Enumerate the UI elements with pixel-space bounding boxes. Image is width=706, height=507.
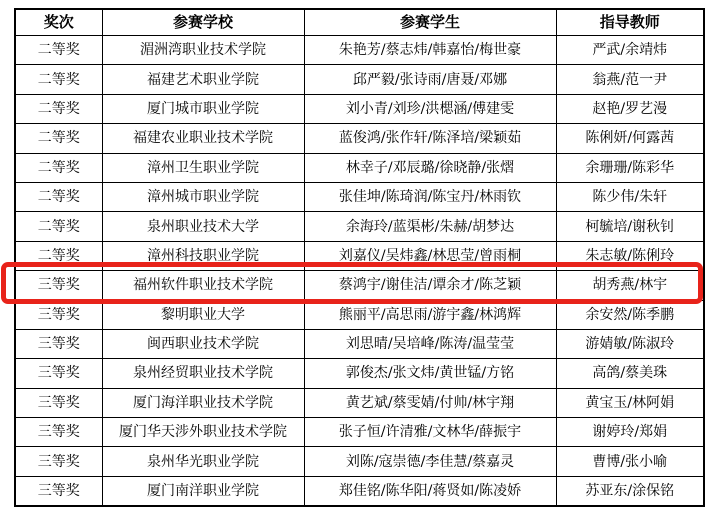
- school-cell: 厦门南洋职业学院: [102, 476, 304, 506]
- students-cell: 刘陈/寇崇德/李佳慧/蔡嘉灵: [304, 447, 556, 476]
- students-cell: 张佳坤/陈琦润/陈宝丹/林雨钦: [304, 182, 556, 211]
- header-school: 参赛学校: [102, 9, 304, 36]
- students-cell: 刘嘉仪/吴炜鑫/林思莹/曾雨桐: [304, 241, 556, 270]
- award-cell: 三等奖: [15, 476, 102, 506]
- students-cell: 郭俊杰/张文炜/黄世锰/方铭: [304, 359, 556, 388]
- school-cell: 湄洲湾职业技术学院: [102, 36, 304, 65]
- teachers-cell: 谢婷玲/郑娟: [556, 418, 704, 447]
- teachers-cell: 朱志敏/陈俐玲: [556, 241, 704, 270]
- table-row: [15, 124, 704, 153]
- students-cell: 郑佳铭/陈华阳/蒋贤如/陈凌娇: [304, 476, 556, 506]
- teachers-cell: 陈少伟/朱轩: [556, 182, 704, 211]
- award-cell: 二等奖: [15, 182, 102, 211]
- school-cell: 厦门华天涉外职业技术学院: [102, 418, 304, 447]
- students-cell: 蓝俊鸿/张作轩/陈泽培/梁颖茹: [304, 124, 556, 153]
- award-cell: 二等奖: [15, 65, 102, 94]
- students-cell: 黄艺斌/蔡雯婧/付帅/林宇翔: [304, 388, 556, 417]
- students-cell: 朱艳芳/蔡志炜/韩嘉怡/梅世豪: [304, 36, 556, 65]
- table-row-highlighted: [15, 271, 704, 300]
- students-cell: 张子恒/许清雅/文林华/薛振宇: [304, 418, 556, 447]
- school-cell: 福建艺术职业学院: [102, 65, 304, 94]
- teachers-cell: 曹博/张小喻: [556, 447, 704, 476]
- school-cell: 漳州城市职业学院: [102, 182, 304, 211]
- school-cell: 厦门海洋职业技术学院: [102, 388, 304, 417]
- teachers-cell: 陈俐妍/何露茜: [556, 124, 704, 153]
- students-cell: 刘小青/刘珍/洪楒涵/傅建雯: [304, 94, 556, 123]
- table-row: [15, 212, 704, 241]
- table-row: [15, 329, 704, 358]
- teachers-cell: 胡秀燕/林宇: [556, 271, 704, 300]
- teachers-cell: 游婧敏/陈淑玲: [556, 329, 704, 358]
- school-cell: 泉州职业技术大学: [102, 212, 304, 241]
- award-cell: 二等奖: [15, 124, 102, 153]
- teachers-cell: 余安然/陈季鹏: [556, 300, 704, 329]
- table-row: [15, 36, 704, 65]
- award-cell: 二等奖: [15, 241, 102, 270]
- table-row: [15, 65, 704, 94]
- award-cell: 三等奖: [15, 329, 102, 358]
- teachers-cell: 严武/余靖炜: [556, 36, 704, 65]
- table-row: [15, 241, 704, 270]
- award-cell: 三等奖: [15, 271, 102, 300]
- table-row: [15, 300, 704, 329]
- teachers-cell: 翁燕/范一尹: [556, 65, 704, 94]
- award-cell: 二等奖: [15, 94, 102, 123]
- students-cell: 熊丽平/高思雨/游宇鑫/林鸿辉: [304, 300, 556, 329]
- table-header-row: [15, 9, 704, 36]
- students-cell: 余海玲/蓝渠彬/朱赫/胡梦达: [304, 212, 556, 241]
- teachers-cell: 苏亚东/涂保铭: [556, 476, 704, 506]
- school-cell: 泉州华光职业学院: [102, 447, 304, 476]
- award-cell: 二等奖: [15, 36, 102, 65]
- school-cell: 漳州卫生职业学院: [102, 153, 304, 182]
- award-cell: 二等奖: [15, 153, 102, 182]
- award-results-table: [14, 8, 705, 507]
- header-students: 参赛学生: [304, 9, 556, 36]
- award-cell: 三等奖: [15, 418, 102, 447]
- table-row: [15, 447, 704, 476]
- school-cell: 福州软件职业技术学院: [102, 271, 304, 300]
- table-row: [15, 418, 704, 447]
- students-cell: 蔡鸿宇/谢佳洁/谭余才/陈芝颖: [304, 271, 556, 300]
- header-award: 奖次: [15, 9, 102, 36]
- teachers-cell: 赵艳/罗艺漫: [556, 94, 704, 123]
- award-cell: 三等奖: [15, 447, 102, 476]
- award-cell: 三等奖: [15, 388, 102, 417]
- teachers-cell: 黄宝玉/林阿娟: [556, 388, 704, 417]
- table-row: [15, 182, 704, 211]
- table-row: [15, 388, 704, 417]
- students-cell: 邱严毅/张诗雨/唐聂/邓娜: [304, 65, 556, 94]
- award-cell: 三等奖: [15, 359, 102, 388]
- teachers-cell: 高鸽/蔡美珠: [556, 359, 704, 388]
- school-cell: 福建农业职业技术学院: [102, 124, 304, 153]
- table-row: [15, 359, 704, 388]
- award-cell: 三等奖: [15, 300, 102, 329]
- school-cell: 泉州经贸职业技术学院: [102, 359, 304, 388]
- teachers-cell: 余珊珊/陈彩华: [556, 153, 704, 182]
- teachers-cell: 柯毓培/谢秋钊: [556, 212, 704, 241]
- table-row: [15, 476, 704, 506]
- table-row: [15, 153, 704, 182]
- school-cell: 厦门城市职业学院: [102, 94, 304, 123]
- header-teachers: 指导教师: [556, 9, 704, 36]
- table-row: [15, 94, 704, 123]
- school-cell: 漳州科技职业学院: [102, 241, 304, 270]
- school-cell: 黎明职业大学: [102, 300, 304, 329]
- award-cell: 二等奖: [15, 212, 102, 241]
- school-cell: 闽西职业技术学院: [102, 329, 304, 358]
- students-cell: 林幸子/邓辰璐/徐晓静/张熠: [304, 153, 556, 182]
- students-cell: 刘思晴/吴培峰/陈涛/温莹莹: [304, 329, 556, 358]
